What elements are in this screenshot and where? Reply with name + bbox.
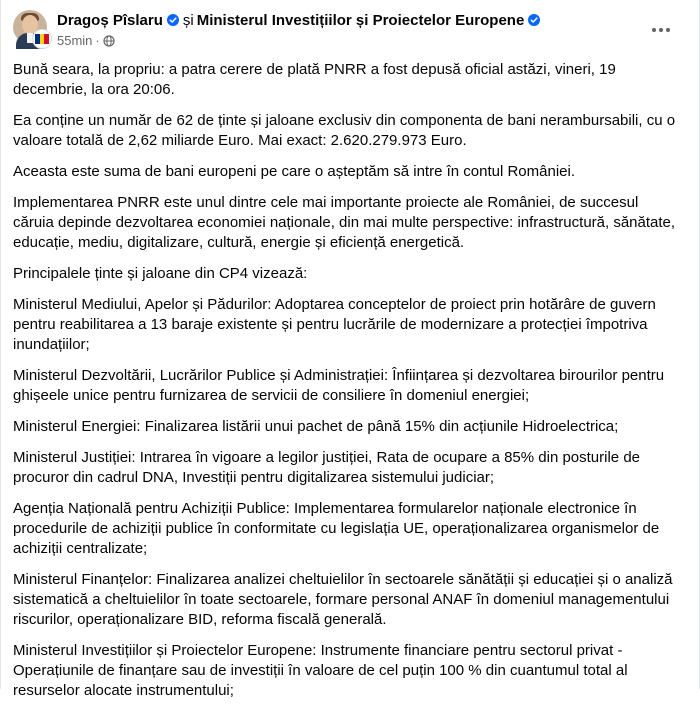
more-options-button[interactable] <box>649 18 673 42</box>
post-header <box>13 8 687 52</box>
post-paragraph: Ministerul Finanțelor: Finalizarea analizei cheltuielilor în sectoarele sănătății și educației și o analiză sistematică a cheltuielilor în toate sectoarele, formare personal ANAF în domeniul managementului riscurilor, operaționalizare BID, reforma fiscală generală. <box>13 571 673 628</box>
post-paragraph: Agenția Națională pentru Achiziții Publice: Implementarea formularelor naționale electronice în procedurile de achiziții publice în conformitate cu legislația UE, operaționalizarea organismelor de achiziții centralizate; <box>13 500 660 557</box>
post-paragraph: Ministerul Investițiilor și Proiectelor Europene: Instrumente financiare pentru sectorul privat - Operațiunile de finanțare sau de investiții în valoare de cel puțin 100 % din cuantumul total al resurselor alocate instrumentului; <box>13 642 628 699</box>
authors-conjunction: și <box>182 12 194 29</box>
post-timestamp[interactable]: 55min <box>57 33 93 48</box>
post-meta <box>57 33 115 49</box>
verified-badge-icon <box>528 14 540 26</box>
more-horizontal-icon <box>651 27 671 33</box>
romania-flag-icon <box>35 34 49 44</box>
post-text-body <box>13 60 679 712</box>
meta-separator: · <box>95 33 100 48</box>
post-paragraph: Ea conține un număr de 62 de ținte și jaloane exclusiv din componenta de bani nerambursabili, cu o valoare totală de 2,62 miliarde Euro. Mai exact: 2.620.279.973 Euro. <box>13 112 676 149</box>
post-paragraph: Principalele ținte și jaloane din CP4 vizează: <box>13 265 308 282</box>
verified-badge-icon <box>167 14 179 26</box>
post-authors <box>57 11 540 30</box>
post-paragraph: Ministerul Justiției: Intrarea în vigoare a legilor justiției, Rata de ocupare a 85% din posturile de procuror din cadrul DNA, Investiții pentru digitalizarea sistemului judiciar; <box>13 449 640 486</box>
post-paragraph: Ministerul Mediului, Apelor și Pădurilor: Adoptarea conceptelor de proiect prin hotărâre de guvern pentru reabilitarea a 13 baraje existente și pentru lucrările de modernizare a protecției împotriva inundațiilor; <box>13 296 656 353</box>
post-paragraph: Implementarea PNRR este unul dintre cele mai importante proiecte ale României, de succesul căruia depinde dezvoltarea economiei naționale, din mai multe perspective: infrastructură, sănătate, educație, mediu, digitalizare, cultură, energie și eficiență energetică. <box>13 194 676 251</box>
ministry-logo-avatar[interactable] <box>32 29 52 49</box>
globe-icon[interactable] <box>103 35 115 47</box>
post-paragraph: Ministerul Dezvoltării, Lucrărilor Publice și Administrației: Înființarea și dezvoltarea birourilor pentru ghișeele unice pentru furnizarea de servicii de consiliere în domeniul energiei; <box>13 367 665 404</box>
post-paragraph: Ministerul Energiei: Finalizarea listării unui pachet de până 15% din acțiunile Hidroelectrica; <box>13 418 619 435</box>
author-secondary-link[interactable]: Ministerul Investițiilor și Proiectelor Europene <box>196 12 525 29</box>
post-paragraph: Aceasta este suma de bani europeni pe care o așteptăm să intre în contul României. <box>13 163 575 180</box>
post-paragraph: Bună seara, la propriu: a patra cerere de plată PNRR a fost depusă oficial astăzi, vineri, 19 decembrie, la ora 20:06. <box>13 61 616 98</box>
author-avatar-group[interactable] <box>13 10 53 50</box>
author-primary-link[interactable]: Dragoș Pîslaru <box>57 12 163 29</box>
